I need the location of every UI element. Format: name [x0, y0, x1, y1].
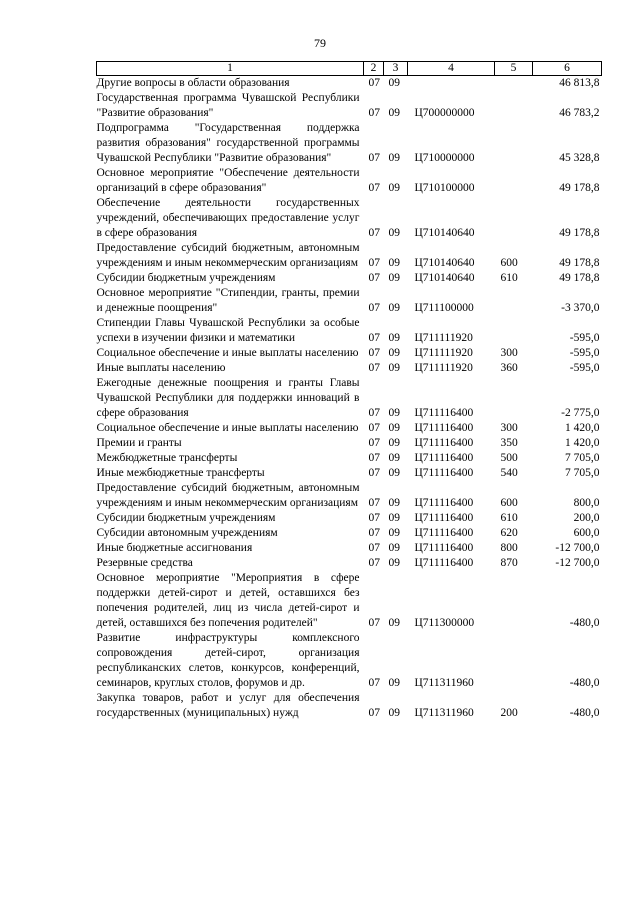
row-target-article [408, 76, 495, 92]
row-name: Субсидии бюджетным учреждениям [96, 272, 276, 284]
row-section: 07 [368, 542, 380, 554]
row-section: 07 [368, 707, 380, 719]
row-amount: 7 705,0 [565, 452, 600, 464]
row-name: Социальное обеспечение и иные выплаты населению [96, 347, 359, 359]
row-amount: -2 775,0 [561, 407, 600, 419]
row-expense-type [495, 121, 533, 166]
row-section: 07 [368, 677, 380, 689]
row-section: 07 [368, 527, 380, 539]
table-row [97, 691, 602, 721]
row-target-article: Ц711311960 [414, 677, 474, 689]
row-target-article: Ц711111920 [414, 362, 473, 374]
row-expense-type [495, 376, 533, 421]
row-name: Предоставление субсидий бюджетным, автономным учреждениям и иным некоммерческим организациям [96, 242, 360, 269]
row-section: 07 [368, 557, 380, 569]
header-cell-1: 1 [97, 62, 364, 76]
row-expense-type [495, 91, 533, 121]
row-target-article: Ц711116400 [414, 512, 474, 524]
row-subsection: 09 [388, 707, 400, 719]
row-name: Подпрограмма "Государственная поддержка развития образования" государственной программы Чувашской Республики "Развитие образования" [96, 122, 360, 164]
row-target-article: Ц710140640 [414, 257, 475, 269]
row-subsection: 09 [388, 332, 400, 344]
row-amount: 49 178,8 [559, 182, 600, 194]
row-amount: 800,0 [573, 497, 600, 509]
row-name: Социальное обеспечение и иные выплаты населению [96, 422, 359, 434]
table-row [97, 91, 602, 121]
row-section: 07 [368, 452, 380, 464]
row-section: 07 [368, 332, 380, 344]
row-amount: 7 705,0 [565, 467, 600, 479]
row-expense-type [495, 196, 533, 241]
row-expense-type: 800 [500, 542, 518, 554]
row-amount: -3 370,0 [561, 302, 600, 314]
table-row [97, 541, 602, 556]
row-name: Основное мероприятие "Обеспечение деятельности организаций в сфере образования" [96, 167, 360, 194]
table-row [97, 121, 602, 166]
row-subsection: 09 [388, 257, 400, 269]
row-expense-type: 540 [500, 467, 518, 479]
table-row [97, 421, 602, 436]
table-row [97, 76, 602, 92]
header-cell-5: 5 [495, 62, 533, 76]
row-amount: -595,0 [569, 332, 600, 344]
table-row [97, 376, 602, 421]
table-row [97, 451, 602, 466]
row-target-article: Ц711116400 [414, 452, 474, 464]
row-name: Стипендии Главы Чувашской Республики за особые успехи в изучении физики и математики [96, 317, 360, 344]
table-row [97, 526, 602, 541]
row-target-article: Ц711100000 [414, 302, 474, 314]
row-section: 07 [368, 422, 380, 434]
row-amount: -595,0 [569, 362, 600, 374]
row-section: 07 [368, 497, 380, 509]
table-row [97, 571, 602, 631]
row-subsection: 09 [388, 422, 400, 434]
row-amount: 45 328,8 [559, 152, 600, 164]
row-target-article: Ц711116400 [414, 557, 474, 569]
table-row [97, 631, 602, 691]
row-subsection: 09 [388, 677, 400, 689]
row-name: Иные межбюджетные трансферты [96, 467, 265, 479]
row-name: Резервные средства [96, 557, 193, 569]
table-row [97, 346, 602, 361]
row-amount: -480,0 [569, 617, 600, 629]
page-number: 79 [314, 36, 326, 50]
row-target-article: Ц711116400 [414, 467, 474, 479]
row-target-article: Ц711300000 [414, 617, 475, 629]
header-cell-3: 3 [384, 62, 408, 76]
row-subsection: 09 [388, 272, 400, 284]
row-section: 07 [368, 257, 380, 269]
row-subsection: 09 [388, 542, 400, 554]
table-row [97, 166, 602, 196]
row-name: Обеспечение деятельности государственных учреждений, обеспечивающих предоставление услуг в сфере образования [96, 197, 360, 239]
row-name: Другие вопросы в области образования [96, 77, 290, 89]
row-expense-type: 610 [500, 512, 518, 524]
table-row [97, 271, 602, 286]
row-name: Субсидии бюджетным учреждениям [96, 512, 276, 524]
row-name: Государственная программа Чувашской Республики "Развитие образования" [96, 92, 360, 119]
row-target-article: Ц700000000 [414, 107, 475, 119]
row-subsection: 09 [388, 407, 400, 419]
row-amount: 46 813,8 [559, 77, 600, 89]
row-subsection: 09 [388, 302, 400, 314]
row-name: Иные выплаты населению [96, 362, 226, 374]
row-section: 07 [368, 617, 380, 629]
row-expense-type: 600 [500, 497, 518, 509]
header-cell-2: 2 [364, 62, 384, 76]
row-name: Межбюджетные трансферты [96, 452, 238, 464]
row-section: 07 [368, 407, 380, 419]
row-expense-type [495, 631, 533, 691]
table-row [97, 436, 602, 451]
row-subsection: 09 [388, 467, 400, 479]
row-target-article: Ц710140640 [414, 227, 475, 239]
row-name: Основное мероприятие "Мероприятия в сфере поддержки детей-сирот и детей, оставшихся без попечения родителей, лиц из числа детей-сирот и детей, оставшихся без попечения родителей" [96, 572, 360, 629]
row-amount: 1 420,0 [565, 422, 600, 434]
row-amount: -480,0 [569, 707, 600, 719]
row-section: 07 [368, 272, 380, 284]
row-expense-type [495, 166, 533, 196]
row-expense-type [495, 286, 533, 316]
row-expense-type [495, 76, 533, 92]
row-target-article: Ц711116400 [414, 527, 474, 539]
row-subsection: 09 [388, 497, 400, 509]
row-section: 07 [368, 182, 380, 194]
row-target-article: Ц711111920 [414, 347, 473, 359]
row-section: 07 [368, 77, 380, 89]
row-expense-type: 620 [500, 527, 518, 539]
row-section: 07 [368, 437, 380, 449]
row-subsection: 09 [388, 512, 400, 524]
row-name: Закупка товаров, работ и услуг для обеспечения государственных (муниципальных) нужд [96, 692, 360, 719]
row-subsection: 09 [388, 182, 400, 194]
row-section: 07 [368, 302, 380, 314]
budget-table [96, 61, 602, 721]
row-amount: -595,0 [569, 347, 600, 359]
row-expense-type: 360 [500, 362, 518, 374]
row-target-article: Ц710140640 [414, 272, 475, 284]
table-row [97, 556, 602, 571]
row-section: 07 [368, 467, 380, 479]
row-target-article: Ц711116400 [414, 497, 474, 509]
row-section: 07 [368, 107, 380, 119]
header-row [97, 62, 602, 76]
row-expense-type: 200 [500, 707, 518, 719]
row-expense-type: 600 [500, 257, 518, 269]
row-section: 07 [368, 362, 380, 374]
row-subsection: 09 [388, 77, 400, 89]
row-amount: 200,0 [573, 512, 600, 524]
row-expense-type [495, 571, 533, 631]
row-subsection: 09 [388, 347, 400, 359]
row-expense-type: 610 [500, 272, 518, 284]
row-subsection: 09 [388, 152, 400, 164]
row-target-article: Ц711116400 [414, 542, 474, 554]
row-amount: 49 178,8 [559, 227, 600, 239]
row-subsection: 09 [388, 227, 400, 239]
row-amount: 49 178,8 [559, 272, 600, 284]
row-section: 07 [368, 227, 380, 239]
table-row [97, 511, 602, 526]
row-name: Иные бюджетные ассигнования [96, 542, 253, 554]
row-target-article: Ц711116400 [414, 437, 474, 449]
row-target-article: Ц711111920 [414, 332, 473, 344]
table-row [97, 316, 602, 346]
row-expense-type [495, 316, 533, 346]
row-target-article: Ц710100000 [414, 182, 475, 194]
row-amount: 46 783,2 [559, 107, 600, 119]
table-row [97, 196, 602, 241]
row-amount: -12 700,0 [555, 542, 600, 554]
row-target-article: Ц711311960 [414, 707, 474, 719]
table-row [97, 466, 602, 481]
row-amount: -480,0 [569, 677, 600, 689]
row-expense-type: 870 [500, 557, 518, 569]
row-expense-type: 500 [500, 452, 518, 464]
row-subsection: 09 [388, 452, 400, 464]
row-subsection: 09 [388, 557, 400, 569]
row-amount: -12 700,0 [555, 557, 600, 569]
row-name: Премии и гранты [96, 437, 182, 449]
table-row [97, 241, 602, 271]
table-row [97, 481, 602, 511]
row-name: Основное мероприятие "Стипендии, гранты, премии и денежные поощрения" [96, 287, 360, 314]
row-name: Ежегодные денежные поощрения и гранты Главы Чувашской Республики для поддержки инноваций в сфере образования [96, 377, 360, 419]
row-section: 07 [368, 347, 380, 359]
table-body [97, 76, 602, 722]
row-amount: 49 178,8 [559, 257, 600, 269]
row-target-article: Ц710000000 [414, 152, 475, 164]
row-subsection: 09 [388, 362, 400, 374]
row-section: 07 [368, 512, 380, 524]
table-row [97, 286, 602, 316]
row-amount: 600,0 [573, 527, 600, 539]
row-target-article: Ц711116400 [414, 407, 474, 419]
row-section: 07 [368, 152, 380, 164]
table-row [97, 361, 602, 376]
row-expense-type: 350 [500, 437, 518, 449]
row-subsection: 09 [388, 437, 400, 449]
row-name: Предоставление субсидий бюджетным, автономным учреждениям и иным некоммерческим организациям [96, 482, 360, 509]
header-cell-4: 4 [408, 62, 495, 76]
row-subsection: 09 [388, 617, 400, 629]
row-expense-type: 300 [500, 422, 518, 434]
row-name: Развитие инфраструктуры комплексного сопровождения детей-сирот, организация республиканских слетов, конкурсов, конференций, семинаров, круглых столов, форумов и др. [96, 632, 360, 689]
row-name: Субсидии автономным учреждениям [96, 527, 278, 539]
row-subsection: 09 [388, 527, 400, 539]
row-subsection: 09 [388, 107, 400, 119]
row-amount: 1 420,0 [565, 437, 600, 449]
row-target-article: Ц711116400 [414, 422, 474, 434]
row-expense-type: 300 [500, 347, 518, 359]
header-cell-6: 6 [533, 62, 602, 76]
